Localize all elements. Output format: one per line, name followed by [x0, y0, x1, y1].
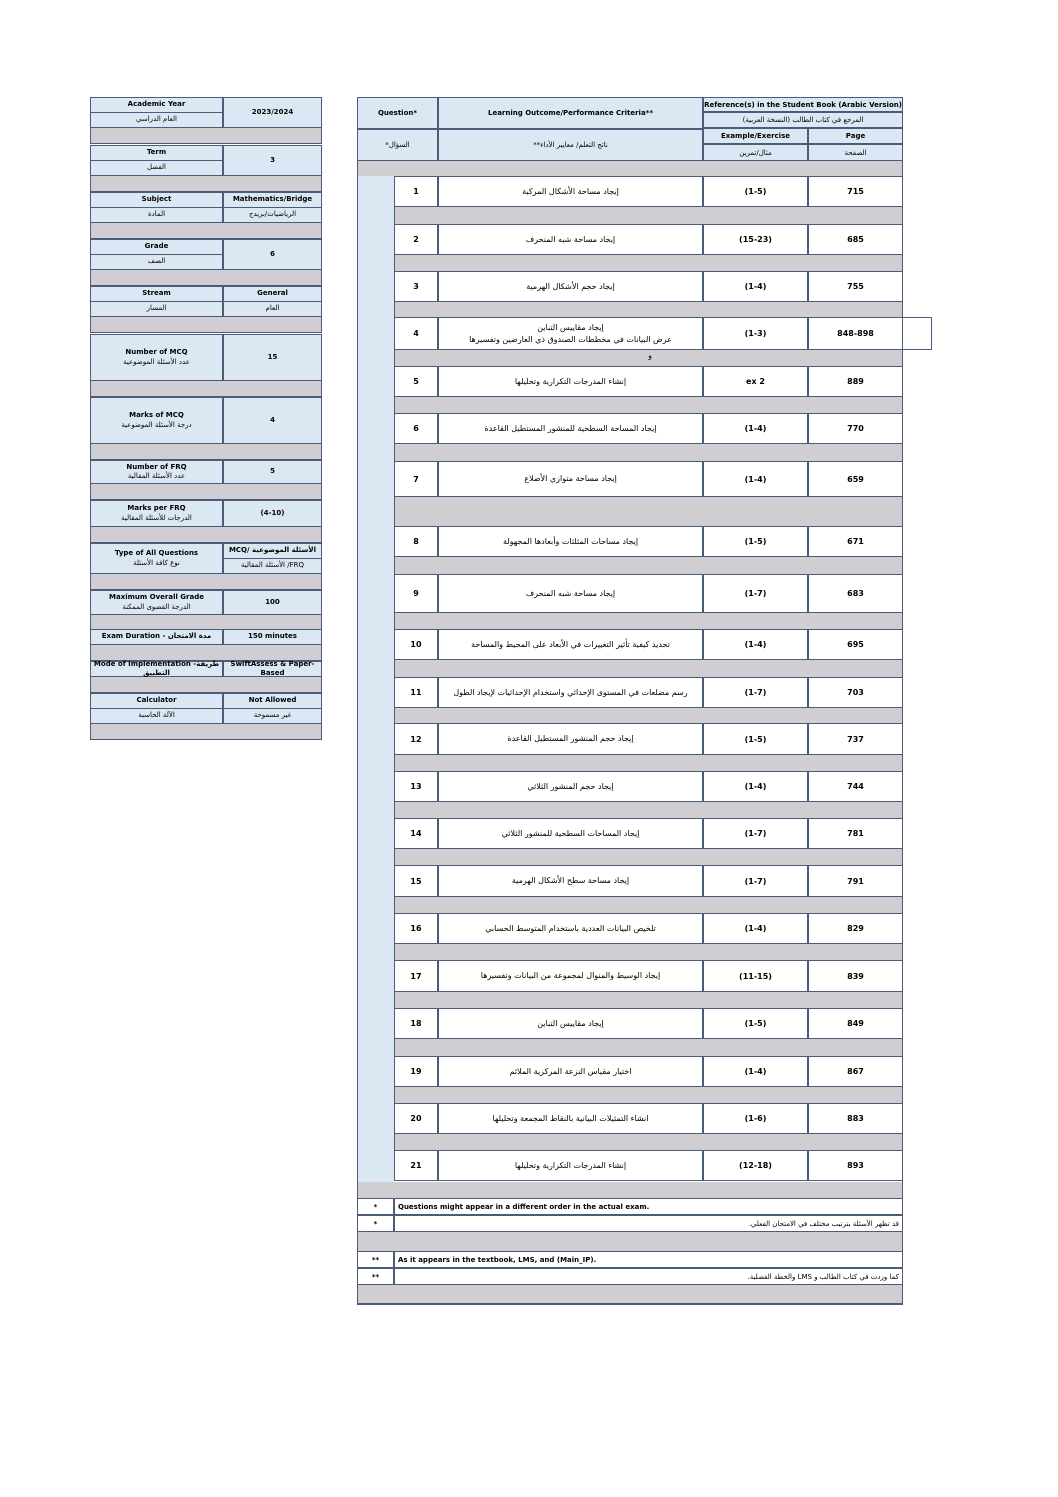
- info-separator: [90, 444, 322, 460]
- header-example-ar: مثال/تمرين: [703, 144, 808, 161]
- question-number: 13: [394, 771, 438, 802]
- learning-outcome: [438, 771, 703, 802]
- info-label: [90, 460, 223, 484]
- learning-outcome: [438, 366, 703, 397]
- learning-outcome: [438, 1103, 703, 1134]
- info-label-en: Subject: [91, 193, 222, 208]
- page-ref: 703: [808, 677, 903, 708]
- question-number: 7: [394, 461, 438, 497]
- info-value-ar: العام: [265, 304, 280, 313]
- page-ref: 791: [808, 865, 903, 897]
- info-label-stack: [109, 593, 204, 612]
- learning-outcome: [438, 413, 703, 444]
- example-ref: (12-18): [703, 1150, 808, 1181]
- example-ref: ex 2: [703, 366, 808, 397]
- learning-outcome: [438, 913, 703, 944]
- outcome-text: تلخيص البيانات العددية باستخدام المتوسط الحسابي: [485, 923, 656, 933]
- example-ref: (1-7): [703, 677, 808, 708]
- info-value-ar: FRQ/ الأسئلة المقالية: [241, 561, 304, 570]
- table-separator: [394, 613, 903, 629]
- learning-outcome: [438, 526, 703, 557]
- info-value-text: (4-10): [260, 508, 285, 517]
- info-value-en: MCQ/ الأسئلة الموضوعية: [224, 544, 321, 559]
- header-page-ar: الصفحة: [808, 144, 903, 161]
- note-text: As it appears in the textbook, LMS, and (Main_IP).: [394, 1251, 903, 1268]
- info-label: [90, 192, 223, 223]
- example-ref: (11-15): [703, 960, 808, 992]
- info-value-en: Not Allowed: [224, 694, 321, 709]
- info-value: [223, 629, 322, 645]
- info-label: [90, 145, 223, 176]
- info-label-ar: عدد الأسئلة الموضوعية: [123, 357, 190, 366]
- learning-outcome: [438, 224, 703, 255]
- question-number: 16: [394, 913, 438, 944]
- header-example: Example/Exercise: [703, 128, 808, 144]
- question-number: 20: [394, 1103, 438, 1134]
- header-page: Page: [808, 128, 903, 144]
- table-separator: [394, 497, 903, 526]
- row-highlight: [808, 317, 932, 350]
- header-reference: Reference(s) in the Student Book (Arabic Version): [703, 97, 903, 112]
- info-separator: [90, 223, 322, 239]
- outcome-text: إيجاد مقاييس التباين: [537, 1018, 604, 1028]
- note-text: Questions might appear in a different order in the actual exam.: [394, 1198, 903, 1215]
- info-label-stack: [115, 549, 198, 568]
- question-number: 8: [394, 526, 438, 557]
- info-label-ar: الآلة الحاسبة: [138, 711, 175, 720]
- table-separator: [394, 1134, 903, 1150]
- table-separator: [394, 397, 903, 413]
- outcome-text: إيجاد حجم المنشور الثلاثي: [527, 781, 614, 791]
- table-separator: [394, 992, 903, 1008]
- info-label: [90, 629, 223, 645]
- info-separator: [90, 724, 322, 740]
- page-ref: 848-898: [808, 317, 903, 350]
- learning-outcome: [438, 677, 703, 708]
- note-mark: *: [357, 1198, 394, 1215]
- info-label-en: Term: [91, 146, 222, 161]
- example-ref: (1-4): [703, 271, 808, 302]
- info-value-text: SwiftAssess & Paper-Based: [230, 659, 315, 677]
- outcome-text: إيجاد المساحات السطحية للمنشور الثلاثي: [501, 828, 640, 838]
- info-value-text: 5: [270, 467, 275, 476]
- info-value-en: Mathematics/Bridge: [224, 193, 321, 208]
- info-value: [223, 500, 322, 527]
- table-separator: [394, 660, 903, 677]
- note-mark: **: [357, 1268, 394, 1285]
- example-ref: (1-5): [703, 526, 808, 557]
- outcome-text: إيجاد الوسيط والمنوال لمجموعة من البيانات وتفسيرها: [480, 971, 661, 980]
- question-number: 9: [394, 574, 438, 613]
- header-question-ar: السؤال*: [357, 129, 438, 161]
- info-value: [223, 661, 322, 677]
- question-number: 3: [394, 271, 438, 302]
- info-separator: [90, 317, 322, 333]
- example-ref: (1-5): [703, 1008, 808, 1039]
- question-number: 17: [394, 960, 438, 992]
- info-label-en: Type of All Questions: [114, 549, 199, 558]
- table-separator: [357, 161, 903, 176]
- info-label-en: Number of FRQ: [126, 462, 187, 471]
- info-label-stack: [126, 463, 186, 482]
- info-value: [223, 693, 322, 724]
- note-mark: *: [357, 1215, 394, 1232]
- info-value: [223, 543, 322, 574]
- example-ref: (1-7): [703, 574, 808, 613]
- info-value: [223, 239, 322, 270]
- note-text: كما وردت في كتاب الطالب و LMS والخطة الفصلية.: [394, 1268, 903, 1285]
- table-separator: [394, 557, 903, 574]
- page-ref: 695: [808, 629, 903, 660]
- example-ref: (1-6): [703, 1103, 808, 1134]
- question-number: 5: [394, 366, 438, 397]
- page-ref: 685: [808, 224, 903, 255]
- outcome-text: إيجاد مساحة شبه المنحرف: [525, 588, 616, 598]
- info-label-stack: [121, 411, 191, 430]
- info-label: [90, 239, 223, 270]
- info-value-text: 6: [270, 249, 275, 258]
- question-number: 15: [394, 865, 438, 897]
- info-value-text: 15: [267, 352, 278, 361]
- info-value-text: 2023/2024: [251, 107, 294, 116]
- info-label-en: Exam Duration - مدة الامتحان: [101, 632, 212, 641]
- question-number: 21: [394, 1150, 438, 1181]
- outcome-text: إنشاء المدرجات التكرارية وتحليلها: [514, 1160, 627, 1170]
- note-text: قد تظهر الأسئلة بترتيب مختلف في الامتحان الفعلي.: [394, 1215, 903, 1232]
- learning-outcome: [438, 865, 703, 897]
- table-separator: [394, 255, 903, 271]
- learning-outcome: [438, 1008, 703, 1039]
- question-number: 18: [394, 1008, 438, 1039]
- table-separator: [357, 1285, 903, 1304]
- info-separator: [90, 574, 322, 590]
- info-label: [90, 590, 223, 615]
- info-value-en: General: [224, 287, 321, 302]
- info-label-en: Calculator: [91, 694, 222, 709]
- example-ref: (1-4): [703, 413, 808, 444]
- example-ref: (1-4): [703, 771, 808, 802]
- question-number: 2: [394, 224, 438, 255]
- outcome-text: إيجاد مساحة متوازي الأضلاع: [524, 474, 617, 483]
- info-label: [90, 97, 223, 128]
- header-outcome-ar: ناتج التعلم/ معايير الأداء**: [438, 129, 703, 161]
- info-label: [90, 334, 223, 381]
- question-number: 19: [394, 1056, 438, 1087]
- outcome-text-2: عرض البيانات في مخططات الصندوق ذي العارضين وتفسيرها: [469, 334, 672, 344]
- example-ref: (1-7): [703, 865, 808, 897]
- page-ref: 755: [808, 271, 903, 302]
- info-value: [223, 286, 322, 317]
- info-label-ar: عدد الأسئلة المقالية: [127, 472, 186, 480]
- table-separator: [357, 1232, 903, 1251]
- example-ref: (1-4): [703, 913, 808, 944]
- info-label-ar: درجة الأسئلة الموضوعية: [121, 420, 192, 429]
- info-label-en: Grade: [91, 240, 222, 255]
- table-separator: [394, 849, 903, 865]
- info-value: [223, 192, 322, 223]
- info-label: [90, 286, 223, 317]
- outcome-text: إيجاد حجم المنشور المستطيل القاعدة: [507, 734, 634, 743]
- info-label: [90, 397, 223, 444]
- info-label-en: Stream: [91, 287, 222, 302]
- info-label: [90, 661, 223, 677]
- question-number: 6: [394, 413, 438, 444]
- table-separator: [394, 302, 903, 317]
- question-number: 12: [394, 723, 438, 755]
- question-number: 1: [394, 176, 438, 207]
- question-strip: [357, 176, 394, 1182]
- page-ref: 770: [808, 413, 903, 444]
- info-label-en: Maximum Overall Grade: [109, 593, 204, 602]
- outcome-text: إنشاء المدرجات التكرارية وتحليلها: [514, 376, 627, 386]
- question-number: 11: [394, 677, 438, 708]
- info-label-en: Mode of Implementation -طريقة التطبيق: [93, 659, 220, 677]
- info-separator: [90, 270, 322, 286]
- question-number: 14: [394, 818, 438, 849]
- info-label-stack: [123, 348, 190, 367]
- table-separator: [394, 1087, 903, 1103]
- info-label: [90, 500, 223, 527]
- learning-outcome: [438, 1056, 703, 1087]
- learning-outcome: [438, 629, 703, 660]
- info-value-text: 3: [270, 155, 275, 164]
- question-number: 4: [394, 317, 438, 350]
- info-separator: [90, 677, 322, 693]
- info-label-en: Marks of MCQ: [129, 411, 184, 420]
- info-label-ar: العام الدراسي: [136, 115, 177, 124]
- page-ref: 849: [808, 1008, 903, 1039]
- outcome-text: إيجاد المساحة السطحية للمنشور المستطيل القاعدة: [484, 423, 657, 433]
- learning-outcome: [438, 574, 703, 613]
- page-ref: 883: [808, 1103, 903, 1134]
- info-label-en: Academic Year: [91, 98, 222, 113]
- table-separator: [394, 802, 903, 818]
- table-separator: [394, 1039, 903, 1056]
- outcome-text: إيجاد مساحة الأشكال المركبة: [522, 186, 619, 196]
- info-separator: [90, 527, 322, 543]
- page-ref: 737: [808, 723, 903, 755]
- info-value-text: 4: [270, 415, 275, 424]
- table-separator: [357, 1182, 903, 1198]
- example-ref: (1-4): [703, 461, 808, 497]
- page-ref: 715: [808, 176, 903, 207]
- outcome-text: رسم مضلعات في المستوى الإحداثي واستخدام الإحداثيات لإيجاد الطول: [453, 687, 688, 697]
- info-label-ar: الدرجة القصوى الممكنة: [122, 602, 191, 611]
- outcome-text: إيجاد مساحات المثلثات وأبعادها المجهولة: [502, 536, 639, 546]
- table-separator: [394, 755, 903, 771]
- info-value-ar: غير مسموحة: [253, 711, 292, 720]
- page-ref: 839: [808, 960, 903, 992]
- header-reference-ar: المرجع في كتاب الطالب (النسخة العربية): [703, 112, 903, 128]
- page-ref: 893: [808, 1150, 903, 1181]
- info-separator: [90, 128, 322, 144]
- table-separator: [394, 207, 903, 224]
- learning-outcome: [438, 1150, 703, 1181]
- learning-outcome: [438, 271, 703, 302]
- info-label-stack: [121, 504, 192, 523]
- info-separator: [90, 484, 322, 500]
- example-ref: (1-5): [703, 176, 808, 207]
- outcome-text: إيجاد مساحة سطح الأشكال الهرمية: [511, 876, 630, 885]
- outcome-text: اختيار مقياس النزعة المركزية الملائم: [509, 1066, 632, 1076]
- info-label-ar: الصف: [147, 257, 166, 266]
- page-ref: 659: [808, 461, 903, 497]
- info-value: [223, 97, 322, 128]
- info-label-en: Number of MCQ: [125, 348, 188, 357]
- info-label: [90, 543, 223, 574]
- info-value-ar: الرياضيات/بريدج: [248, 210, 297, 219]
- outcome-text: انشاء التمثيلات البيانية بالنقاط المجمعة وتحليلها: [492, 1113, 649, 1123]
- page-ref: 829: [808, 913, 903, 944]
- info-label: [90, 693, 223, 724]
- learning-outcome: [438, 176, 703, 207]
- example-ref: (1-4): [703, 1056, 808, 1087]
- example-ref: (1-7): [703, 818, 808, 849]
- header-outcome: Learning Outcome/Performance Criteria**: [438, 97, 703, 129]
- page-ref: 889: [808, 366, 903, 397]
- outcome-text: إيجاد مساحة شبه المنحرف: [525, 234, 616, 244]
- header-question: Question*: [357, 97, 438, 129]
- info-separator: [90, 381, 322, 397]
- example-ref: (15-23): [703, 224, 808, 255]
- info-separator: [90, 176, 322, 192]
- info-value-text: 100: [265, 597, 280, 606]
- example-ref: (1-4): [703, 629, 808, 660]
- table-separator: [394, 944, 903, 960]
- info-label-ar: نوع كافة الأسئلة: [133, 558, 180, 567]
- example-ref: (1-5): [703, 723, 808, 755]
- info-label-ar: الفصل: [147, 163, 166, 172]
- learning-outcome: [438, 461, 703, 497]
- info-value: [223, 397, 322, 444]
- table-separator: [394, 708, 903, 723]
- info-value: [223, 590, 322, 615]
- page-ref: 867: [808, 1056, 903, 1087]
- info-value: [223, 460, 322, 484]
- question-number: 10: [394, 629, 438, 660]
- outcome-text: إيجاد مقاييس التباين: [537, 322, 604, 332]
- outcome-text: تحديد كيفية تأثير التغييرات في الأبعاد على المحيط والمساحة: [471, 639, 670, 649]
- learning-outcome: [438, 723, 703, 755]
- page-ref: 744: [808, 771, 903, 802]
- table-separator: [394, 444, 903, 461]
- learning-outcome: [438, 317, 703, 350]
- outcome-text: إيجاد حجم الأشكال الهرمية: [526, 281, 615, 291]
- learning-outcome: [438, 960, 703, 992]
- example-ref: (1-3): [703, 317, 808, 350]
- info-label-ar: المادة: [147, 210, 166, 219]
- table-separator: [394, 897, 903, 913]
- learning-outcome: [438, 818, 703, 849]
- note-mark: **: [357, 1251, 394, 1268]
- page-ref: 781: [808, 818, 903, 849]
- info-label-ar: الدرجات للأسئلة المقالية: [121, 513, 192, 522]
- info-label-ar: المسار: [146, 304, 167, 313]
- info-value: [223, 145, 322, 176]
- info-value-text: 150 minutes: [248, 632, 297, 641]
- page-ref: 671: [808, 526, 903, 557]
- info-value: [223, 334, 322, 381]
- stray-mark: و: [648, 351, 652, 360]
- info-label-en: Marks per FRQ: [127, 504, 186, 513]
- page-ref: 683: [808, 574, 903, 613]
